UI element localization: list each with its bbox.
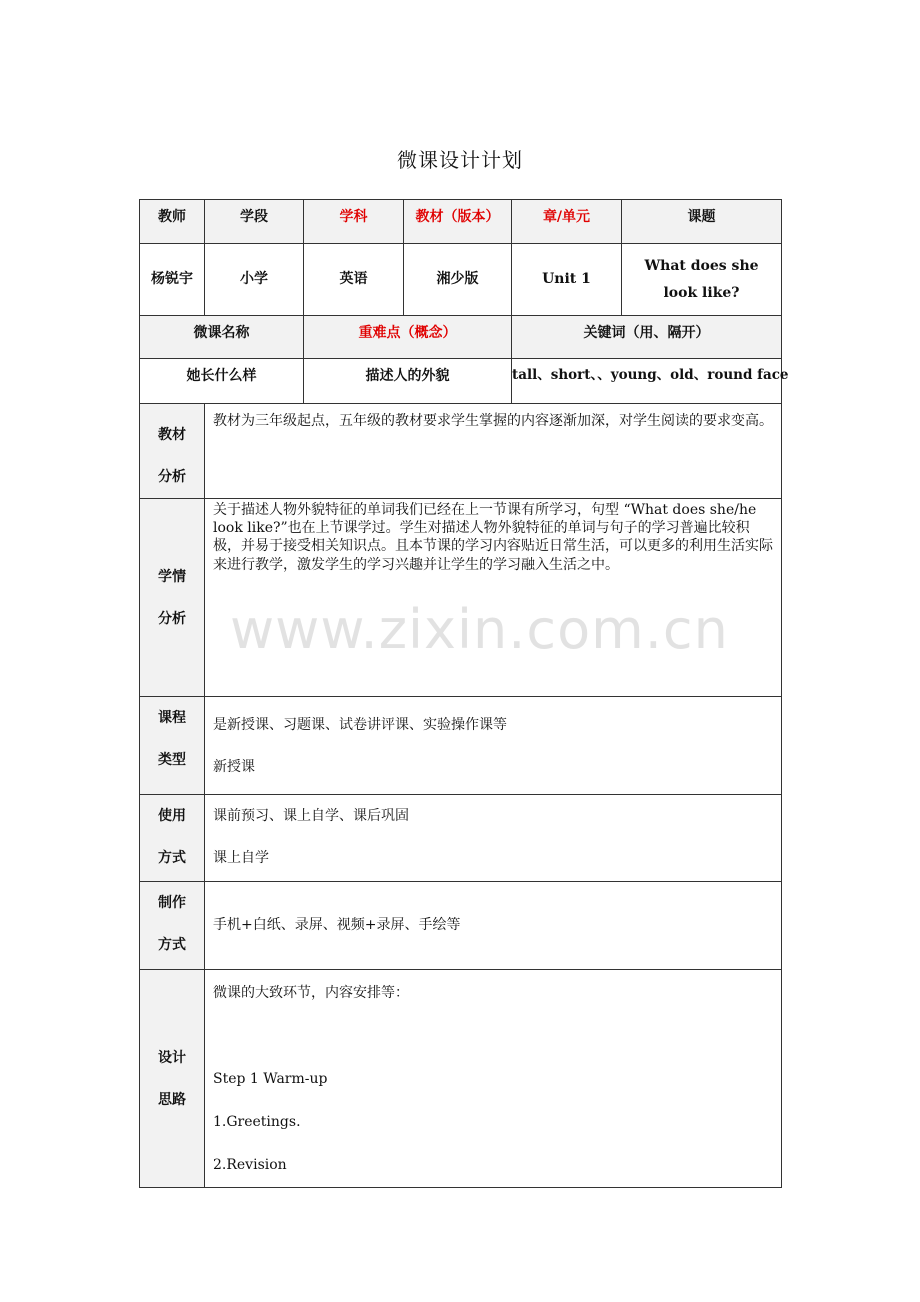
header-keywords: 关键词（用、隔开） (512, 316, 782, 359)
topic-value: What does she look like? (622, 244, 782, 316)
header-topic: 课题 (622, 200, 782, 244)
header-row (140, 200, 782, 244)
course-type-row (140, 697, 782, 795)
material-analysis-row (140, 404, 782, 499)
micro-name-value: 她长什么样 (140, 359, 304, 404)
header-textbook: 教材（版本） (404, 200, 512, 244)
page-title: 微课设计计划 (397, 148, 523, 172)
header-micro-name: 微课名称 (140, 316, 304, 359)
design-label: 设计 思路 (140, 970, 205, 1188)
info-row-2 (140, 359, 782, 404)
course-type-text: 是新授课、习题课、试卷讲评课、实验操作课等 新授课 (205, 697, 782, 795)
production-label: 制作 方式 (140, 882, 205, 970)
keywords-value: tall、short、、young、old、round face (512, 359, 782, 404)
design-row (140, 970, 782, 1188)
learner-analysis-row (140, 499, 782, 697)
learner-analysis-label: 学情 分析 (140, 499, 205, 697)
header-subject: 学科 (304, 200, 404, 244)
watermark: www.zixin.com.cn (230, 598, 729, 661)
material-analysis-label: 教材 分析 (140, 404, 205, 499)
header-row-2 (140, 316, 782, 359)
learner-analysis-text: 关于描述人物外貌特征的单词我们已经在上一节课有所学习，句型 “What does she/he look like?”也在上节课学过。学生对描述人物外貌特征的单词与句子的学习普遍比较积极，并易于接受相关知识点。且本节课的学习内容贴近日常生活，可以更多的利用生活实际来进行教学，激发学生的学习兴趣并让学生的学习融入生活之中。 (205, 499, 782, 697)
teacher-value: 杨锐宇 (140, 244, 205, 316)
material-analysis-text: 教材为三年级起点，五年级的教材要求学生掌握的内容逐渐加深，对学生阅读的要求变高。 (205, 404, 782, 499)
usage-text: 课前预习、课上自学、课后巩固 课上自学 (205, 795, 782, 882)
key-point-value: 描述人的外貌 (304, 359, 512, 404)
plan-table (139, 199, 789, 1188)
info-row (140, 244, 782, 316)
course-type-label: 课程 类型 (140, 697, 205, 795)
header-stage: 学段 (205, 200, 304, 244)
header-key-point: 重难点（概念） (304, 316, 512, 359)
stage-value: 小学 (205, 244, 304, 316)
usage-label: 使用 方式 (140, 795, 205, 882)
usage-row (140, 795, 782, 882)
textbook-value: 湘少版 (404, 244, 512, 316)
production-row (140, 882, 782, 970)
header-chapter: 章/单元 (512, 200, 622, 244)
chapter-value: Unit 1 (512, 244, 622, 316)
production-text: 手机+白纸、录屏、视频+录屏、手绘等 (205, 882, 782, 970)
subject-value: 英语 (304, 244, 404, 316)
header-teacher: 教师 (140, 200, 205, 244)
design-text: 微课的大致环节，内容安排等： Step 1 Warm-up 1.Greetings. 2.Revision (205, 970, 782, 1188)
